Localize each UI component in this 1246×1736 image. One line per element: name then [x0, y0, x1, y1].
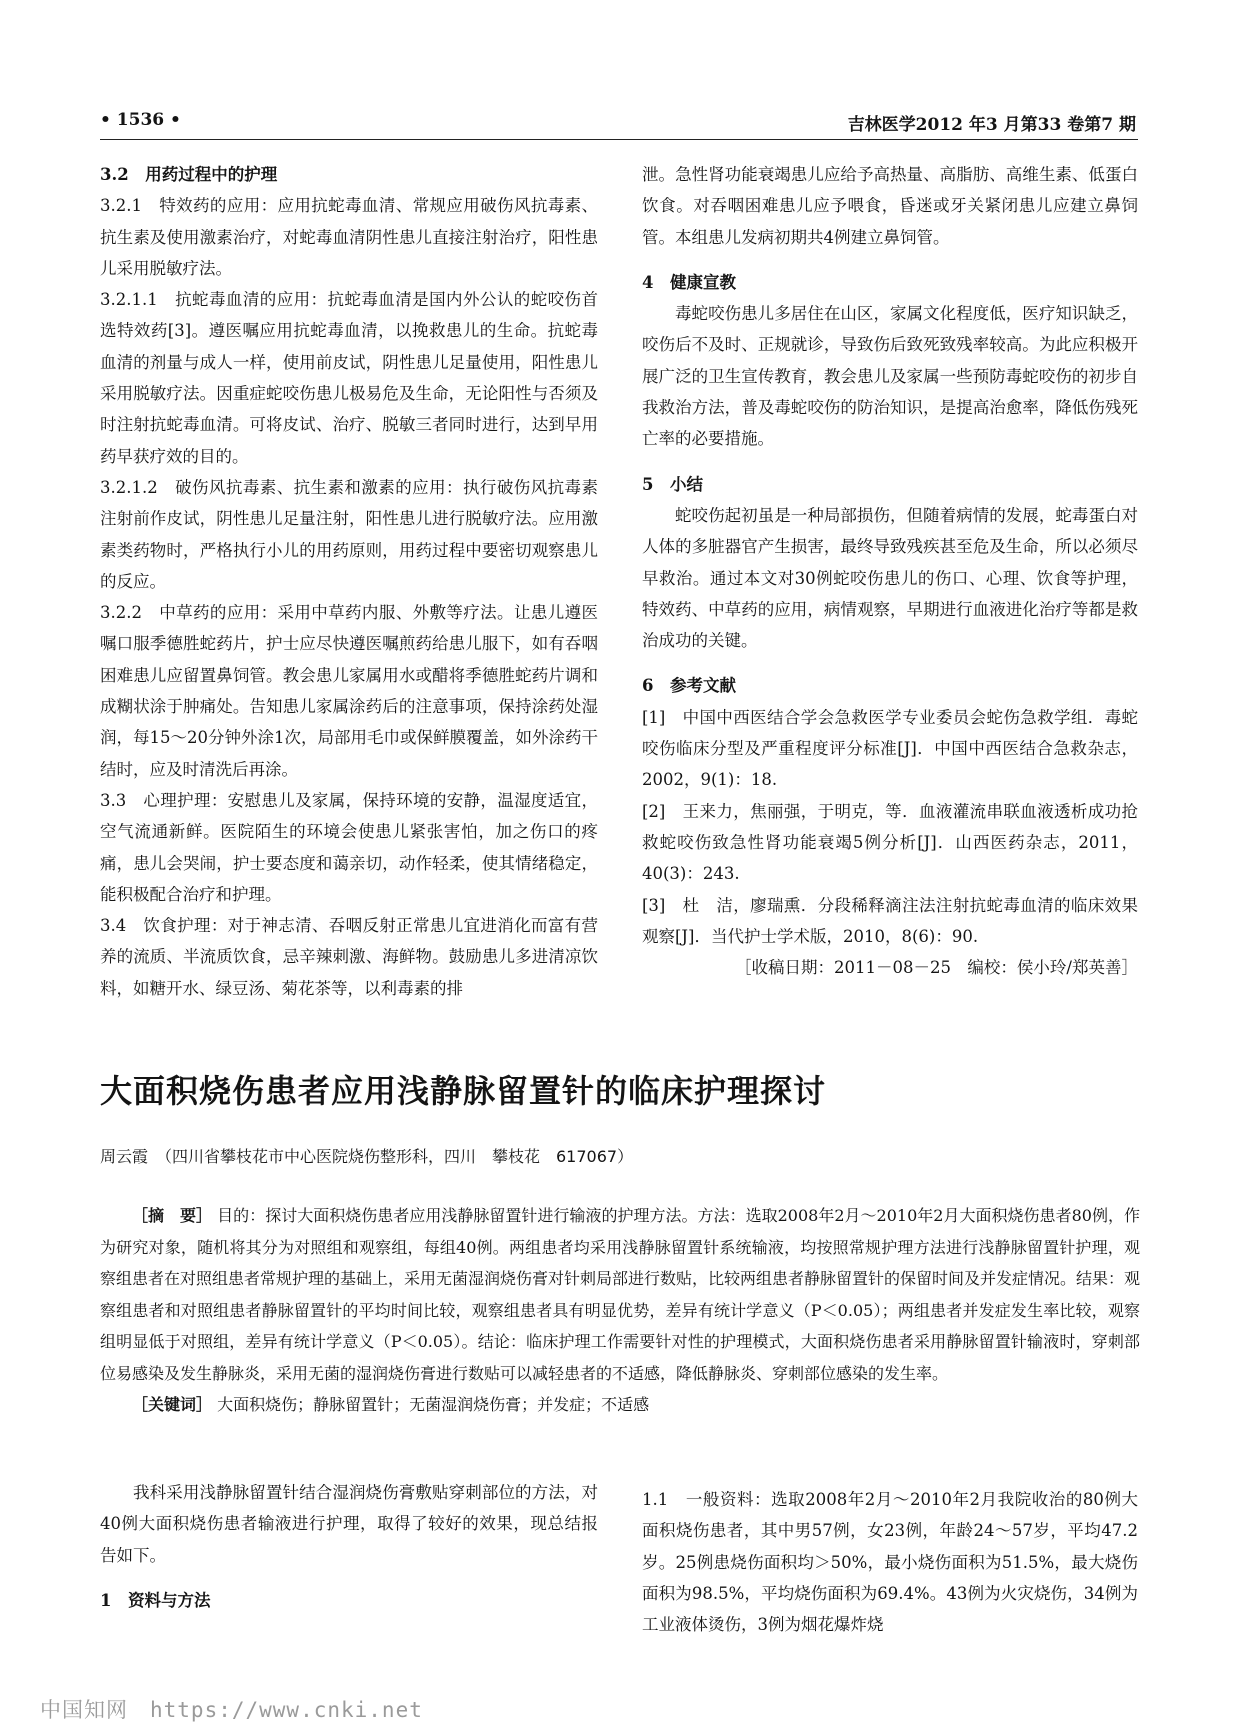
right-column-bottom — [642, 1484, 1138, 1640]
body-paragraph: 蛇咬伤起初虽是一种局部损伤，但随着病情的发展，蛇毒蛋白对人体的多脏器官产生损害，最终导致残疾甚至危及生命，所以必须尽早救治。通过本文对30例蛇咬伤患儿的伤口、心理、饮食等护理，特效药、中草药的应用，病情观察，早期进行血液进化治疗等都是救治成功的关键。 — [642, 505, 1138, 651]
body-paragraph: 3.2.1 特效药的应用：应用抗蛇毒血清、常规应用破伤风抗毒素、抗生素及使用激素治疗，对蛇毒血清阴性患儿直接注射治疗，阳性患儿采用脱敏疗法。 — [100, 196, 598, 278]
page-number: • 1536 • — [100, 110, 181, 130]
article-title: 大面积烧伤患者应用浅静脉留置针的临床护理探讨 — [100, 1072, 827, 1110]
reference-item: [3] 杜 洁，廖瑞熏．分段稀释滴注法注射抗蛇毒血清的临床效果观察[J]．当代护士学术版，2010，8(6)：90. — [642, 895, 1138, 946]
body-paragraph: 3.4 饮食护理：对于神志清、吞咽反射正常患儿宜进消化而富有营养的流质、半流质饮食，忌辛辣刺激、海鲜物。鼓励患儿多进清凉饮料，如糖开水、绿豆汤、菊花茶等，以利毒素的排 — [100, 916, 598, 998]
reference-item: [1] 中国中西医结合学会急救医学专业委员会蛇伤急救学组．毒蛇咬伤临床分型及严重程度评分标准[J]．中国中西医结合急救杂志，2002，9(1)：18. — [642, 707, 1138, 790]
left-column-bottom — [100, 1477, 598, 1616]
cnki-watermark: 中国知网 https://www.cnki.net — [40, 1698, 423, 1722]
keywords-paragraph — [100, 1389, 1140, 1421]
header-rule — [100, 139, 1138, 140]
left-column-top — [100, 159, 598, 1004]
body-paragraph: 泄。急性肾功能衰竭患儿应给予高热量、高脂肪、高维生素、低蛋白饮食。对吞咽困难患儿应予喂食，昏迷或牙关紧闭患儿应建立鼻饲管。本组患儿发病初期共4例建立鼻饲管。 — [642, 165, 1138, 247]
abstract-label: ［摘 要］ — [132, 1206, 213, 1225]
body-paragraph: 毒蛇咬伤患儿多居住在山区，家属文化程度低，医疗知识缺乏，咬伤后不及时、正规就诊，导致伤后致死致残率较高。为此应积极开展广泛的卫生宣传教育，教会患儿及家属一些预防毒蛇咬伤的初步自我救治方法，普及毒蛇咬伤的防治知识，是提高治愈率，降低伤残死亡率的必要措施。 — [642, 304, 1138, 449]
section-heading: 1 资料与方法 — [100, 1590, 211, 1610]
body-paragraph: 3.2.1.2 破伤风抗毒素、抗生素和激素的应用：执行破伤风抗毒素注射前作皮试，阴性患儿足量注射，阳性患儿进行脱敏疗法。应用激素类药物时，严格执行小儿的用药原则，用药过程中要密切观察患儿的反应。 — [100, 477, 598, 591]
intro-paragraph: 我科采用浅静脉留置针结合湿润烧伤膏敷贴穿刺部位的方法，对40例大面积烧伤患者输液进行护理，取得了较好的效果，现总结报告如下。 — [100, 1483, 598, 1565]
abstract-text: 目的：探讨大面积烧伤患者应用浅静脉留置针进行输液的护理方法。方法：选取2008年2月～2010年2月大面积烧伤患者80例，作为研究对象，随机将其分为对照组和观察组，每组40例。两组患者均采用浅静脉留置针系统输液，均按照常规护理方法进行浅静脉留置针护理，观察组患者在对照组患者常规护理的基础上，采用无菌湿润烧伤膏对针刺局部进行数贴，比较两组患者静脉留置针的保留时间及并发症情况。结果：观察组患者和对照组患者静脉留置针的平均时间比较，观察组患者具有明显优势，差异有统计学意义（P＜0.05）；两组患者并发症发生率比较，观察组明显低于对照组，差异有统计学意义（P＜0.05）。结论：临床护理工作需要针对性的护理模式，大面积烧伤患者采用静脉留置针输液时，穿刺部位易感染及发生静脉炎，采用无菌的湿润烧伤膏进行数贴可以减轻患者的不适感，降低静脉炎、穿刺部位感染的发生率。 — [100, 1206, 1141, 1383]
body-paragraph: 3.3 心理护理：安慰患儿及家属，保持环境的安静，温湿度适宜，空气流通新鲜。医院陌生的环境会使患儿紧张害怕，加之伤口的疼痛，患儿会哭闹，护士要态度和蔼亲切，动作轻柔，使其情绪稳定，能积极配合治疗和护理。 — [100, 790, 598, 904]
section-heading: 5 小结 — [642, 474, 703, 494]
keywords-text: 大面积烧伤；静脉留置针；无菌湿润烧伤膏；并发症；不适感 — [217, 1395, 650, 1414]
abstract-block — [100, 1200, 1140, 1421]
body-paragraph: 3.2.2 中草药的应用：采用中草药内服、外敷等疗法。让患儿遵医嘱口服季德胜蛇药片，护士应尽快遵医嘱煎药给患儿服下，如有吞咽困难患儿应留置鼻饲管。教会患儿家属用水或醋将季德胜蛇药片调和成糊状涂于肿痛处。告知患儿家属涂药后的注意事项，保持涂药处湿润，每15～20分钟外涂1次，局部用毛巾或保鲜膜覆盖，如外涂药干结时，应及时清洗后再涂。 — [100, 603, 598, 779]
body-paragraph: 3.2.1.1 抗蛇毒血清的应用：抗蛇毒血清是国内外公认的蛇咬伤首选特效药[3]。遵医嘱应用抗蛇毒血清，以挽救患儿的生命。抗蛇毒血清的剂量与成人一样，使用前皮试，阴性患儿足量使用，阳性患儿采用脱敏疗法。因重症蛇咬伤患儿极易危及生命，无论阳性与否须及时注射抗蛇毒血清。可将皮试、治疗、脱敏三者同时进行，达到早用药早获疗效的目的。 — [100, 290, 598, 466]
section-paragraph: 1.1 一般资料：选取2008年2月～2010年2月我院收治的80例大面积烧伤患者，其中男57例，女23例，年龄24～57岁，平均47.2岁。25例患烧伤面积均＞50%，最小烧伤面积为51.5%，最大烧伤面积为98.5%，平均烧伤面积为69.4%。43例为火灾烧伤，34例为工业液体烫伤，3例为烟花爆炸烧 — [642, 1490, 1138, 1635]
section-heading: 4 健康宣教 — [642, 272, 736, 292]
journal-header: 吉林医学2012 年3 月第33 卷第7 期 — [847, 115, 1136, 135]
right-column-top — [642, 159, 1138, 983]
received-date: ［收稿日期：2011－08－25 编校：侯小玲/郑英善］ — [734, 958, 1138, 978]
section-heading: 3.2 用药过程中的护理 — [100, 165, 278, 184]
reference-item: [2] 王来力，焦丽强，于明克，等．血液灌流串联血液透析成功抢救蛇咬伤致急性肾功能衰竭5例分析[J]．山西医药杂志，2011，40(3)：243. — [642, 801, 1138, 884]
abstract-paragraph — [100, 1200, 1140, 1389]
author-affiliation: 周云霞 （四川省攀枝花市中心医院烧伤整形科，四川 攀枝花 617067） — [100, 1147, 634, 1166]
section-heading: 6 参考文献 — [642, 676, 736, 696]
keywords-label: ［关键词］ — [132, 1395, 213, 1414]
